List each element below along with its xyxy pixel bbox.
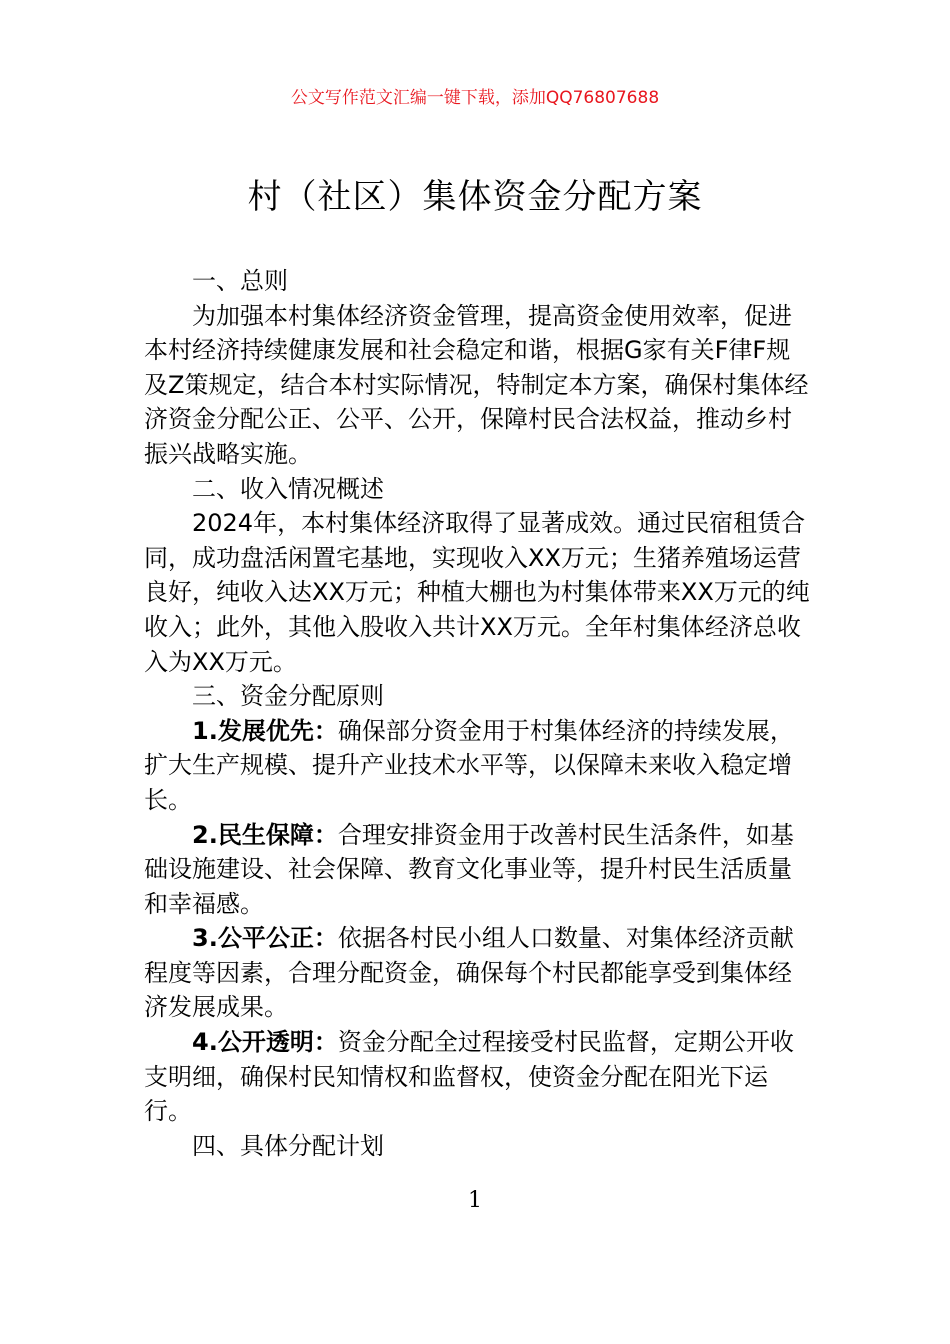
principle-text: 依据各村民小组人口数量、对集体经济贡献程度等因素，合理分配资金，确保每个村民都能享受到集体经济发展成果。 bbox=[144, 924, 794, 1022]
paragraph-general: 为加强本村集体经济资金管理，提高资金使用效率，促进本村经济持续健康发展和社会稳定和谐，根据G家有关F律F规及Z策规定，结合本村实际情况，特制定本方案，确保村集体经济资金分配公正、公平、公开，保障村民合法权益，推动乡村振兴战略实施。 bbox=[144, 301, 809, 468]
section-heading-general: 一、总则 bbox=[192, 267, 288, 295]
section-heading-principles: 三、资金分配原则 bbox=[192, 682, 384, 711]
principle-lead: 3.公平公正： bbox=[192, 924, 338, 953]
section-heading-income: 二、收入情况概述 bbox=[192, 474, 384, 503]
principle-lead: 2.民生保障： bbox=[192, 820, 338, 849]
principle-item bbox=[144, 818, 810, 922]
principle-text: 资金分配全过程接受村民监督，定期公开收支明细，确保村民知情权和监督权，使资金分配在阳光下运行。 bbox=[144, 1028, 794, 1126]
principle-item bbox=[144, 714, 810, 818]
principle-item bbox=[144, 1025, 810, 1129]
document-body bbox=[144, 264, 810, 1163]
document-title: 村（社区）集体资金分配方案 bbox=[247, 177, 703, 217]
page-number: 1 bbox=[468, 1188, 482, 1213]
section-heading-plan: 四、具体分配计划 bbox=[192, 1131, 384, 1160]
download-notice: 公文写作范文汇编一键下载，添加QQ76807688 bbox=[290, 88, 660, 108]
paragraph-income: 2024年，本村集体经济取得了显著成效。通过民宿租赁合同，成功盘活闲置宅基地，实现收入XX万元；生猪养殖场运营良好，纯收入达XX万元；种植大棚也为村集体带来XX万元的纯收入；此外，其他入股收入共计XX万元。全年村集体经济总收入为XX万元。 bbox=[144, 509, 810, 676]
principle-text: 合理安排资金用于改善村民生活条件，如基础设施建设、社会保障、教育文化事业等，提升村民生活质量和幸福感。 bbox=[144, 820, 794, 918]
principle-item bbox=[144, 921, 810, 1025]
principle-lead: 1.发展优先： bbox=[192, 716, 338, 745]
principle-text: 确保部分资金用于村集体经济的持续发展，扩大生产规模、提升产业技术水平等，以保障未来收入稳定增长。 bbox=[144, 716, 794, 814]
principle-lead: 4.公开透明： bbox=[192, 1028, 338, 1057]
